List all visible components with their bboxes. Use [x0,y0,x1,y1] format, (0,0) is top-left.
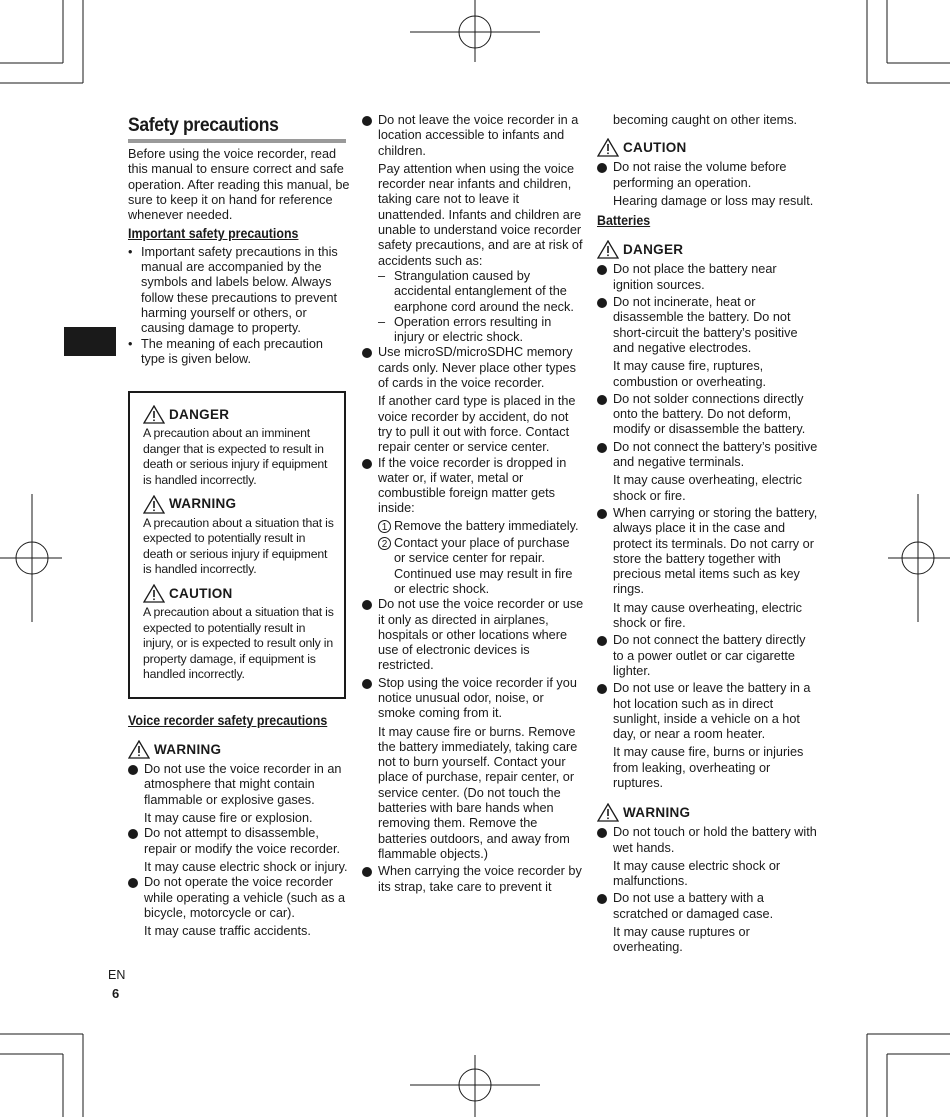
list-item [597,392,819,438]
list-item [597,440,819,471]
warning-triangle-icon [143,495,165,514]
caution-description: A precaution about a situation that is expected to potentially result in injury, or is expected to result only in property damage, if equipment is handled incorrectly. [143,604,334,682]
list-item [597,891,819,922]
step-text: Remove the battery immediately. [394,518,579,533]
list-item [362,864,584,895]
list-item [597,262,819,293]
danger-description: A precaution about an imminent danger that is expected to result in death or serious injury if equipment is handled incorrectly. [143,426,328,487]
warning-signal [143,495,334,514]
bullet-icon [128,765,138,775]
bullet-icon [128,829,138,839]
bullet-icon [597,298,607,308]
item-text: Do not connect the battery’s positive and negative terminals. [613,439,818,470]
warning-triangle-icon [128,740,150,759]
page-title: Safety precautions [128,114,279,136]
title-underline [128,139,346,143]
item-text: Do not use the voice recorder or use it only as directed in airplanes, hospitals or other locations where use of electronic devices is restricted. [378,597,584,673]
column-2 [362,113,584,895]
item-text: Do not raise the volume before performing an operation. [613,160,787,190]
list-item [597,506,819,598]
danger-signal [143,405,334,424]
item-text: Stop using the voice recorder if you notice unusual odor, noise, or smoke coming from it. [378,675,577,721]
item-text: Do not solder connections directly onto the battery. Do not deform, modify or disassemble the battery. [613,391,806,437]
warning-label: WARNING [169,496,237,512]
list-item [128,826,350,857]
dash-item [362,315,584,346]
item-note: It may cause fire or burns. Remove the battery immediately, taking care not to burn yourself. Contact your place of purchase, repair center, or service center. (Do not touch the batteries with bare hands when removing them. Remove the batteries outdoors, and away from flammable objects.) [378,724,578,861]
list-item [597,160,819,191]
bullet-icon [362,348,372,358]
bullet-icon [362,867,372,877]
list-item [128,875,350,921]
caution-label: CAUTION [623,140,687,156]
section-tab-marker [64,327,116,356]
dash-item [362,269,584,315]
item-text: Do not use a battery with a scratched or damaged case. [613,891,774,921]
batteries-heading: Batteries [597,213,651,229]
bullet-icon [597,894,607,904]
warning-triangle-icon [143,405,165,424]
language-code: EN [108,968,126,982]
warning-signal [597,803,819,822]
bullet-icon [597,443,607,453]
list-item [597,295,819,356]
item-text: If the voice recorder is dropped in water or, if water, metal or combustible foreign matter gets inside: [378,455,567,516]
item-text: Do not place the battery near ignition sources. [613,262,777,292]
list-item [362,345,584,391]
bullet-icon [597,509,607,519]
item-note: If another card type is placed in the voice recorder by accident, do not try to pull it out with force. Contact repair center or service center. [378,394,576,455]
circled-number-icon: 1 [378,520,391,533]
warning-triangle-icon [143,584,165,603]
item-note: It may cause fire, burns or injuries from leaking, overheating or ruptures. [613,745,804,790]
bullet-icon [597,163,607,173]
item-note: It may cause overheating, electric shock or fire. [613,473,802,503]
warning-triangle-icon [597,803,619,822]
item-note: It may cause fire, ruptures, combustion or overheating. [613,359,767,389]
item-text: Do not connect the battery directly to a power outlet or car cigarette lighter. [613,633,806,678]
bullet-icon [362,679,372,689]
item-text: Do not attempt to disassemble, repair or modify the voice recorder. [144,826,341,856]
warning-description: A precaution about a situation that is expected to potentially result in death or serious injury if equipment is handled incorrectly. [143,515,334,577]
dash-text: Strangulation caused by accidental entanglement of the earphone cord around the neck. [394,268,574,314]
list-item [597,825,819,856]
item-note: Pay attention when using the voice recorder near infants and children, taking care not to leave it unattended. Infants and children are unable to understand voice recorder safety precautions, and are at risk of accidents such as: [378,161,583,268]
voice-recorder-safety-heading: Voice recorder safety precautions [128,712,328,728]
list-item [597,633,819,679]
list-item [362,676,584,722]
list-item: • The meaning of each precaution type is given below. [128,337,350,368]
precaution-legend-box [128,391,346,699]
list-item [128,762,350,808]
item-text: When carrying or storing the battery, always place it in the case and protect its terminals. Do not carry or store the battery together with precious metal items such as key rings. [613,505,818,597]
item-note: It may cause electric shock or malfunctions. [613,858,781,889]
list-item [597,681,819,742]
bullet-icon [597,636,607,646]
bullet-icon [597,395,607,405]
danger-signal [597,240,819,259]
numbered-step [362,536,584,597]
item-text: When carrying the voice recorder by its strap, take care to prevent it [378,864,582,894]
item-text: Do not use or leave the battery in a hot location such as in direct sunlight, inside a vehicle on a hot day, or near a room heater. [613,681,811,742]
bullet-icon [362,459,372,469]
caution-signal [143,584,334,603]
danger-label: DANGER [623,242,684,258]
bullet-icon [597,684,607,694]
item-text: Do not operate the voice recorder while operating a vehicle (such as a bicycle, motorcycle or car). [144,875,345,920]
important-list [128,245,350,367]
step-text: Contact your place of purchase or service center for repair. Continued use may result in fire or electric shock. [394,536,573,596]
warning-triangle-icon [597,240,619,259]
warning-label: WARNING [623,805,691,821]
caution-signal [597,138,819,157]
continuation-text: becoming caught on other items. [613,113,798,127]
bullet-icon [362,116,372,126]
list-item [362,597,584,673]
dash-text: Operation errors resulting in injury or electric shock. [394,314,552,345]
bullet-icon [597,828,607,838]
item-note: It may cause electric shock or injury. [144,859,348,874]
dash-icon: – [378,268,386,283]
item-text: Do not leave the voice recorder in a location accessible to infants and children. [378,113,579,158]
item-note: It may cause traffic accidents. [144,924,311,939]
item-note: It may cause fire or explosion. [144,811,313,826]
column-1 [128,113,350,939]
item-note: Hearing damage or loss may result. [613,193,814,208]
list-item: • Important safety precautions in this manual are accompanied by the symbols and labels below. Always follow these precautions to prevent harming yourself or others, or causing damage to property. [128,245,350,337]
circled-number-icon: 2 [378,537,391,550]
warning-label: WARNING [154,742,222,758]
item-note: It may cause overheating, electric shock or fire. [613,600,802,631]
item-note: It may cause ruptures or overheating. [613,925,750,955]
important-safety-heading: Important safety precautions [128,226,299,242]
dash-icon: – [378,314,386,329]
list-item [362,113,584,159]
item-text: Do not incinerate, heat or disassemble the battery. Do not short-circuit the battery’s positive and negative electrodes. [613,295,798,355]
intro-paragraph: Before using the voice recorder, read this manual to ensure correct and safe operation. After reading this manual, be sure to keep it on hand for reference whenever needed. [128,147,350,223]
numbered-step [362,519,584,534]
warning-signal [128,740,350,759]
warning-triangle-icon [597,138,619,157]
caution-label: CAUTION [169,585,233,601]
item-text: Use microSD/microSDHC memory cards only. Never place other types of cards in the voice recorder. [378,345,576,391]
list-item [362,456,584,517]
danger-label: DANGER [169,407,230,422]
bullet-icon [128,878,138,888]
item-text: Do not touch or hold the battery with wet hands. [613,825,817,855]
page-number: 6 [112,986,120,1001]
item-text: Do not use the voice recorder in an atmosphere that might contain flammable or explosive gases. [144,762,342,807]
bullet-icon [362,600,372,610]
bullet-icon [597,265,607,275]
column-3 [597,113,819,956]
